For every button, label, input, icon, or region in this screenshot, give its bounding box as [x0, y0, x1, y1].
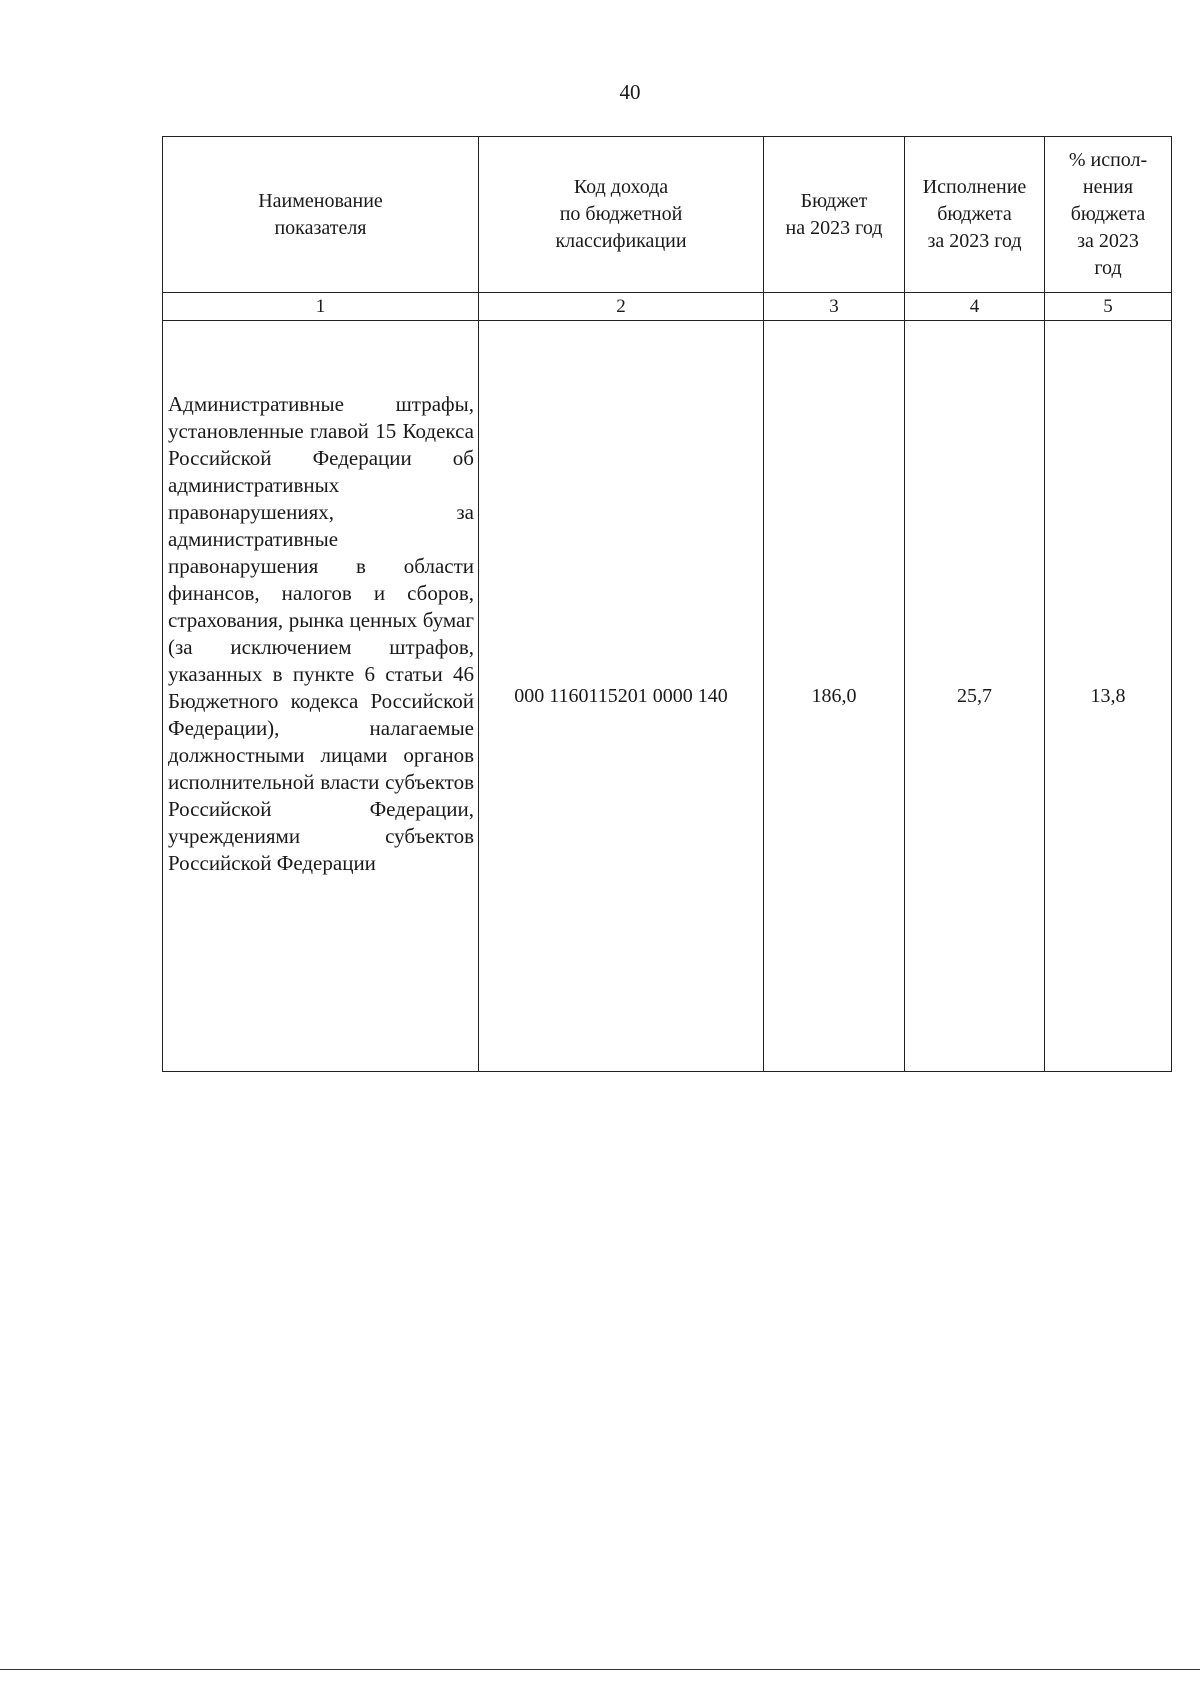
column-number-row: [163, 293, 1172, 321]
execution-cell: 25,7: [905, 321, 1045, 1072]
indicator-name: Административные штрафы, установленные главой 15 Кодекса Российской Федерации об административных правонарушениях, за административные правонарушения в области финансов, налогов и сборов, страхования, рынка ценных бумаг (за исключением штрафов, указанных в пункте 6 статьи 46 Бюджетного кодекса Российской Федерации), налагаемые должностными лицами органов исполнительной власти субъектов Российской Федерации, учреждениями субъектов Российской Федерации: [168, 392, 474, 875]
indicator-name-cell: [163, 321, 479, 1072]
header-execution-2023: Исполнение бюджета за 2023 год: [905, 137, 1045, 293]
table-row: [163, 321, 1172, 1072]
table-header-row: [163, 137, 1172, 293]
column-number: 4: [905, 293, 1045, 321]
income-code-cell: 000 1160115201 0000 140: [479, 321, 764, 1072]
budget-table: [162, 136, 1172, 1072]
column-number: 5: [1045, 293, 1172, 321]
percent-cell: 13,8: [1045, 321, 1172, 1072]
column-number: 2: [479, 293, 764, 321]
column-number: 3: [764, 293, 905, 321]
header-income-code: Код дохода по бюджетной классификации: [479, 137, 764, 293]
column-number: 1: [163, 293, 479, 321]
header-execution-percent: % испол- нения бюджета за 2023 год: [1045, 137, 1172, 293]
footer-rule: [0, 1669, 1200, 1670]
budget-cell: 186,0: [764, 321, 905, 1072]
page-number: 40: [619, 80, 641, 104]
header-indicator-name: Наименование показателя: [163, 137, 479, 293]
header-budget-2023: Бюджет на 2023 год: [764, 137, 905, 293]
